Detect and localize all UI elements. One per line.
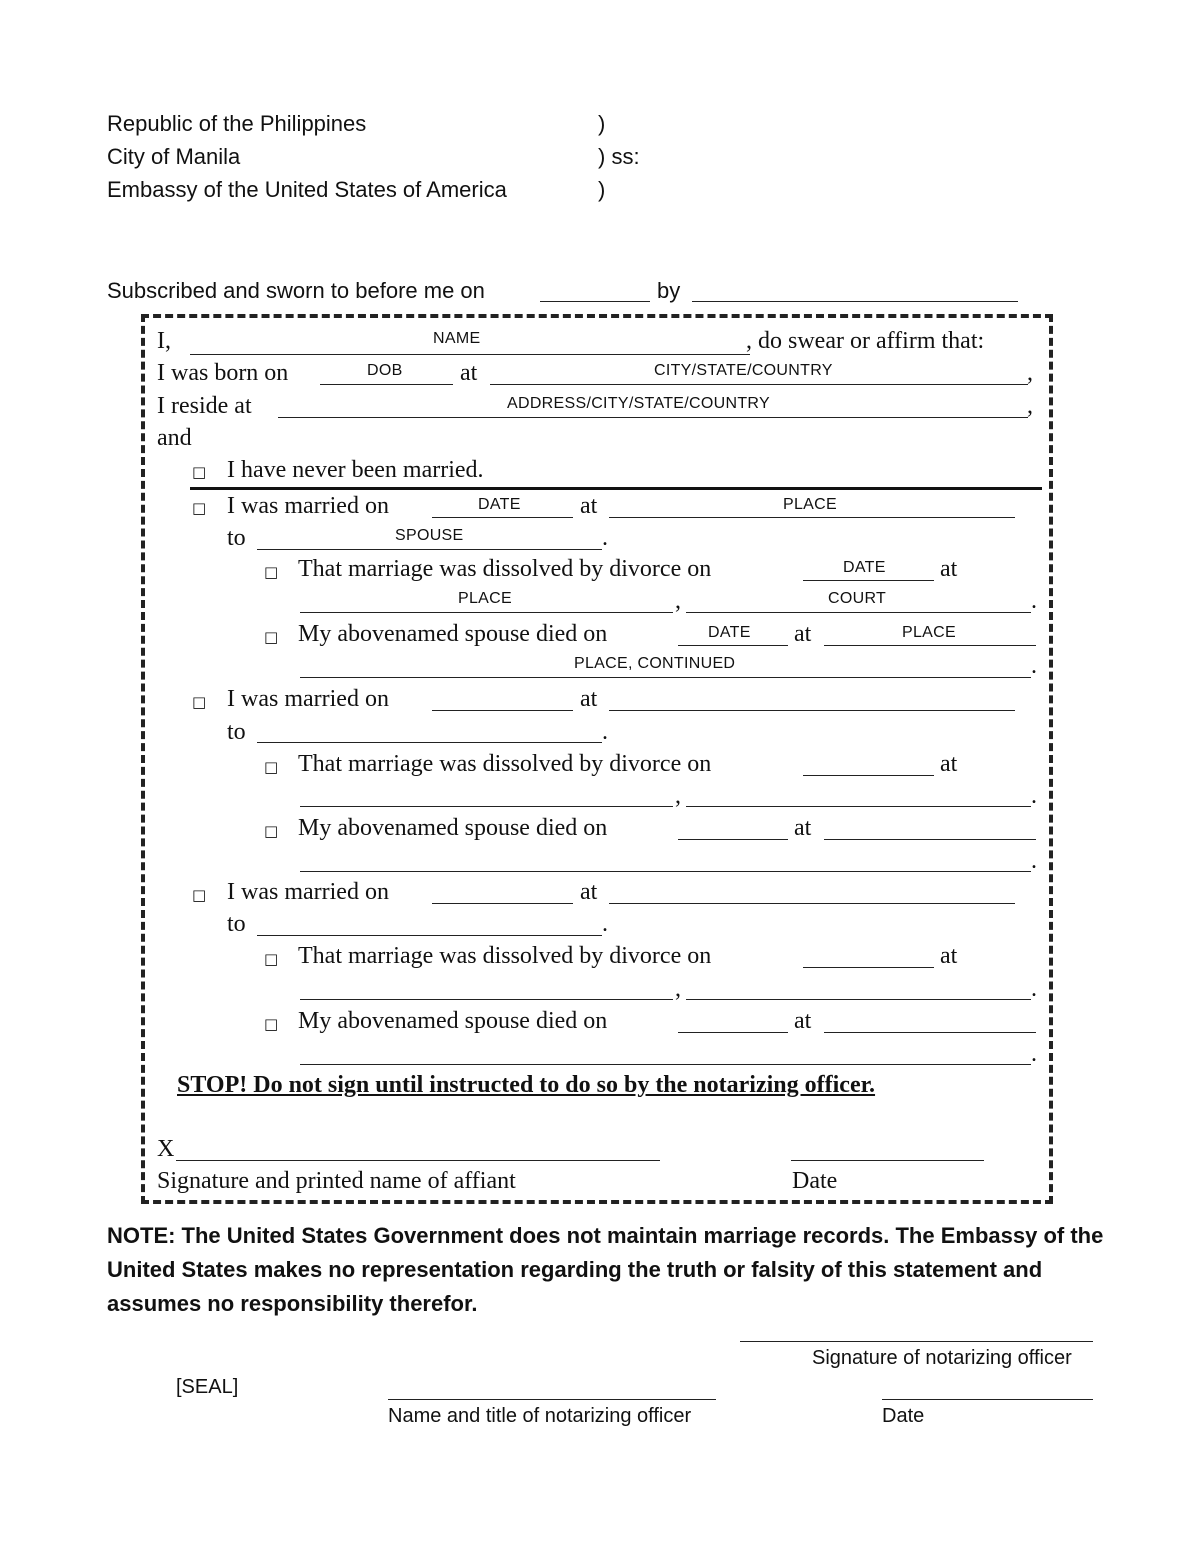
married-3-label: I was married on bbox=[227, 879, 389, 905]
section-divider bbox=[190, 487, 1042, 490]
died-1-place-cont-field[interactable] bbox=[300, 677, 1031, 678]
married-2-at-label: at bbox=[580, 686, 598, 712]
died-3-place-cont-field[interactable] bbox=[300, 1064, 1031, 1065]
married-1-date-hint: DATE bbox=[478, 496, 521, 513]
married-2-place-field[interactable] bbox=[609, 710, 1015, 711]
notary-signature-label: Signature of notarizing officer bbox=[812, 1347, 1072, 1369]
divorce-3-label: That marriage was dissolved by divorce on bbox=[298, 943, 712, 969]
birthplace-field[interactable] bbox=[490, 384, 1028, 385]
died-3-period: . bbox=[1031, 1041, 1037, 1067]
divorce-2-date-field[interactable] bbox=[803, 775, 934, 776]
header-bracket-3: ) bbox=[598, 177, 606, 202]
never-married-checkbox[interactable]: □ bbox=[192, 463, 207, 481]
address-field[interactable] bbox=[278, 417, 1028, 418]
died-1-date-hint: DATE bbox=[708, 624, 751, 641]
divorce-3-period: . bbox=[1031, 976, 1037, 1002]
stop-warning: STOP! Do not sign until instructed to do so by the notarizing officer. bbox=[177, 1072, 876, 1098]
married-1-to-period: . bbox=[602, 525, 608, 551]
married-2-to-period: . bbox=[602, 719, 608, 745]
reside-label: I reside at bbox=[157, 393, 252, 419]
married-2-to-label: to bbox=[227, 719, 246, 745]
married-2-date-field[interactable] bbox=[432, 710, 573, 711]
header-city: City of Manila bbox=[107, 144, 241, 169]
divorce-2-at-label: at bbox=[940, 751, 958, 777]
died-3-place-field[interactable] bbox=[824, 1032, 1036, 1033]
born-label: I was born on bbox=[157, 360, 289, 386]
disclaimer-note: NOTE: The United States Government does not maintain marriage records. The Embassy of the United States makes no representation regarding the truth or falsity of this statement and assumes no responsibility therefor. bbox=[107, 1223, 1104, 1316]
affiant-signature-label: Signature and printed name of affiant bbox=[157, 1168, 516, 1194]
married-3-to-label: to bbox=[227, 911, 246, 937]
divorce-2-checkbox[interactable]: □ bbox=[264, 758, 279, 776]
divorce-1-court-field[interactable] bbox=[686, 612, 1031, 613]
divorce-2-label: That marriage was dissolved by divorce on bbox=[298, 751, 712, 777]
oath-i-label: I, bbox=[157, 328, 171, 354]
header-republic: Republic of the Philippines bbox=[107, 111, 367, 136]
married-3-checkbox[interactable]: □ bbox=[192, 886, 207, 904]
notary-date-label: Date bbox=[882, 1405, 925, 1427]
married-3-place-field[interactable] bbox=[609, 903, 1015, 904]
subscribed-by-label: by bbox=[657, 278, 681, 303]
header-embassy: Embassy of the United States of America bbox=[107, 177, 507, 202]
divorce-1-checkbox[interactable]: □ bbox=[264, 563, 279, 581]
married-2-checkbox[interactable]: □ bbox=[192, 693, 207, 711]
married-1-place-field[interactable] bbox=[609, 517, 1015, 518]
oath-swear-label: , do swear or affirm that: bbox=[746, 328, 985, 354]
divorce-1-at-label: at bbox=[940, 556, 958, 582]
died-1-place-cont-hint: PLACE, CONTINUED bbox=[574, 655, 736, 672]
subscribed-label: Subscribed and sworn to before me on bbox=[107, 278, 485, 303]
died-1-label: My abovenamed spouse died on bbox=[298, 621, 608, 647]
married-1-label: I was married on bbox=[227, 493, 389, 519]
died-1-checkbox[interactable]: □ bbox=[264, 628, 279, 646]
notary-date-field[interactable] bbox=[882, 1399, 1093, 1400]
birthplace-hint: CITY/STATE/COUNTRY bbox=[654, 362, 833, 379]
married-1-checkbox[interactable]: □ bbox=[192, 499, 207, 517]
divorce-1-period: . bbox=[1031, 588, 1037, 614]
married-1-date-field[interactable] bbox=[432, 517, 573, 518]
died-3-checkbox[interactable]: □ bbox=[264, 1015, 279, 1033]
divorce-3-place-field[interactable] bbox=[300, 999, 673, 1000]
signature-x-mark: X bbox=[157, 1136, 175, 1162]
divorce-3-comma: , bbox=[675, 976, 681, 1002]
married-2-spouse-field[interactable] bbox=[257, 742, 602, 743]
died-1-place-hint: PLACE bbox=[902, 624, 956, 641]
and-label: and bbox=[157, 425, 192, 451]
married-3-spouse-field[interactable] bbox=[257, 935, 602, 936]
died-1-date-field[interactable] bbox=[678, 645, 788, 646]
died-2-date-field[interactable] bbox=[678, 839, 788, 840]
header-bracket-ss: ) ss: bbox=[598, 144, 640, 169]
married-1-place-hint: PLACE bbox=[783, 496, 837, 513]
died-3-label: My abovenamed spouse died on bbox=[298, 1008, 608, 1034]
married-3-at-label: at bbox=[580, 879, 598, 905]
name-field[interactable] bbox=[190, 354, 750, 355]
died-2-period: . bbox=[1031, 848, 1037, 874]
divorce-1-place-hint: PLACE bbox=[458, 590, 512, 607]
subscribed-by-field[interactable] bbox=[692, 301, 1018, 302]
divorce-1-date-field[interactable] bbox=[803, 580, 934, 581]
reside-comma: , bbox=[1027, 393, 1033, 419]
married-3-date-field[interactable] bbox=[432, 903, 573, 904]
married-1-spouse-hint: SPOUSE bbox=[395, 527, 464, 544]
subscribed-date-field[interactable] bbox=[540, 301, 650, 302]
divorce-2-court-field[interactable] bbox=[686, 806, 1031, 807]
affiant-date-field[interactable] bbox=[791, 1160, 984, 1161]
header-bracket-1: ) bbox=[598, 111, 606, 136]
born-comma: , bbox=[1027, 360, 1033, 386]
divorce-2-period: . bbox=[1031, 783, 1037, 809]
born-at-label: at bbox=[460, 360, 478, 386]
died-2-label: My abovenamed spouse died on bbox=[298, 815, 608, 841]
affiant-signature-field[interactable] bbox=[176, 1160, 660, 1161]
divorce-1-place-field[interactable] bbox=[300, 612, 673, 613]
affiant-date-label: Date bbox=[792, 1168, 838, 1194]
divorce-3-checkbox[interactable]: □ bbox=[264, 950, 279, 968]
died-2-place-cont-field[interactable] bbox=[300, 871, 1031, 872]
died-2-at-label: at bbox=[794, 815, 812, 841]
married-1-to-label: to bbox=[227, 525, 246, 551]
divorce-3-court-field[interactable] bbox=[686, 999, 1031, 1000]
notary-name-title-label: Name and title of notarizing officer bbox=[388, 1405, 692, 1427]
dob-field[interactable] bbox=[320, 384, 453, 385]
married-1-spouse-field[interactable] bbox=[257, 549, 602, 550]
died-3-date-field[interactable] bbox=[678, 1032, 788, 1033]
divorce-1-court-hint: COURT bbox=[828, 590, 887, 607]
married-3-to-period: . bbox=[602, 911, 608, 937]
married-2-label: I was married on bbox=[227, 686, 389, 712]
divorce-3-at-label: at bbox=[940, 943, 958, 969]
divorce-1-comma: , bbox=[675, 588, 681, 614]
seal-label: [SEAL] bbox=[176, 1376, 239, 1398]
address-hint: ADDRESS/CITY/STATE/COUNTRY bbox=[507, 395, 770, 412]
never-married-label: I have never been married. bbox=[227, 457, 484, 483]
died-2-checkbox[interactable]: □ bbox=[264, 822, 279, 840]
notary-signature-field[interactable] bbox=[740, 1341, 1093, 1342]
married-1-at-label: at bbox=[580, 493, 598, 519]
divorce-3-date-field[interactable] bbox=[803, 967, 934, 968]
notary-name-title-field[interactable] bbox=[388, 1399, 716, 1400]
divorce-2-place-field[interactable] bbox=[300, 806, 673, 807]
dob-hint: DOB bbox=[367, 362, 403, 379]
died-2-place-field[interactable] bbox=[824, 839, 1036, 840]
divorce-1-date-hint: DATE bbox=[843, 559, 886, 576]
divorce-1-label: That marriage was dissolved by divorce on bbox=[298, 556, 712, 582]
died-1-place-field[interactable] bbox=[824, 645, 1036, 646]
divorce-2-comma: , bbox=[675, 783, 681, 809]
died-3-at-label: at bbox=[794, 1008, 812, 1034]
died-1-at-label: at bbox=[794, 621, 812, 647]
died-1-period: . bbox=[1031, 653, 1037, 679]
name-hint: NAME bbox=[433, 330, 481, 347]
